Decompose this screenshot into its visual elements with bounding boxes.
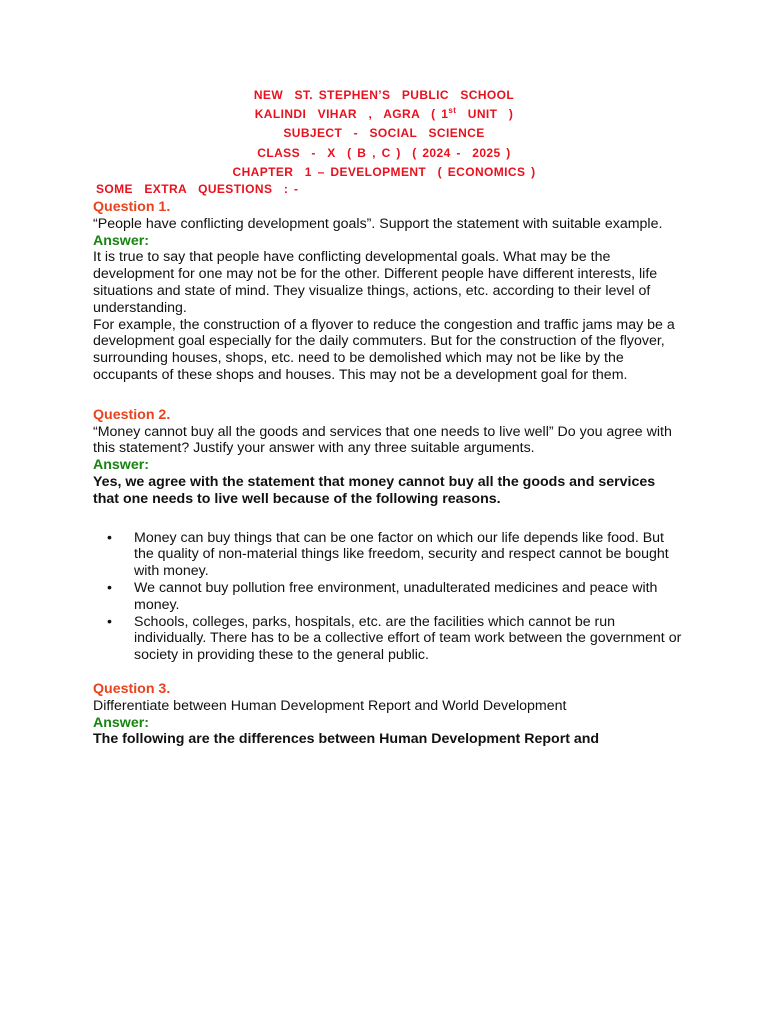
document-header xyxy=(0,86,768,182)
answer-2-intro: Yes, we agree with the statement that money cannot buy all the goods and services that one needs to live well because of the following reasons. xyxy=(93,473,656,507)
answer-1-label: Answer: xyxy=(93,232,149,249)
question-3-text: Differentiate between Human Development Report and World Development xyxy=(93,697,567,714)
question-1-label: Question 1. xyxy=(93,199,171,215)
spacer xyxy=(93,664,683,681)
question-1-text: “People have conflicting development goals”. Support the statement with suitable example. xyxy=(93,215,663,232)
answer-3-label: Answer: xyxy=(93,714,149,731)
answer-3-intro: The following are the differences between Human Development Report and xyxy=(93,731,600,748)
question-1-section xyxy=(93,199,683,384)
question-3-label: Question 3. xyxy=(93,680,171,697)
question-3-section xyxy=(93,681,683,748)
school-name: NEW ST. STEPHEN’S PUBLIC SCHOOL xyxy=(253,88,515,102)
spacer xyxy=(93,508,683,530)
list-item: • Schools, colleges, parks, hospitals, etc. are the facilities which cannot be run individually. There has to be a collective effort of team work between the government or society in providing these to the general public. xyxy=(107,613,682,664)
answer-1-paragraph-1: It is true to say that people have conflicting developmental goals. What may be the development for one may not be for the other. Different people have different interests, life situations and state of mind. They visualize things, actions, etc. according to their level of understanding. xyxy=(93,249,658,316)
bullet-icon: • xyxy=(107,529,112,546)
answer-2-bullet-list xyxy=(93,530,683,664)
list-item: • Money can buy things that can be one factor on which our life depends like food. But the quality of non-material things like freedom, security and respect cannot be bought with money. xyxy=(107,529,669,580)
bullet-icon: • xyxy=(107,579,112,596)
chapter-line: CHAPTER 1 – DEVELOPMENT ( ECONOMICS ) xyxy=(232,164,536,179)
list-item: • We cannot buy pollution free environment, unadulterated medicines and peace with money. xyxy=(107,579,658,613)
spacer xyxy=(93,384,683,407)
subject-line: SUBJECT - SOCIAL SCIENCE xyxy=(283,126,485,141)
school-address: KALINDI VIHAR , AGRA ( 1st UNIT ) xyxy=(254,106,514,122)
question-2-section xyxy=(93,407,683,664)
extra-questions-heading: SOME EXTRA QUESTIONS : - xyxy=(96,182,299,196)
question-2-label: Question 2. xyxy=(93,406,171,423)
answer-1-paragraph-2: For example, the construction of a flyover to reduce the congestion and traffic jams may be a development goal especially for the daily commuters. But for the construction of the flyover, surrounding houses, shops, etc. need to be demolished which may not be like by the occupants of these shops and houses. This may not be a development goal for them. xyxy=(93,316,675,383)
question-2-text: “Money cannot buy all the goods and services that one needs to live well” Do you agree with this statement? Justify your answer with any three suitable arguments. xyxy=(93,423,672,457)
answer-2-label: Answer: xyxy=(93,457,149,474)
document-body xyxy=(93,199,683,748)
class-line: CLASS - X ( B , C ) ( 2024 - 2025 ) xyxy=(257,145,511,160)
bullet-icon: • xyxy=(107,613,112,630)
